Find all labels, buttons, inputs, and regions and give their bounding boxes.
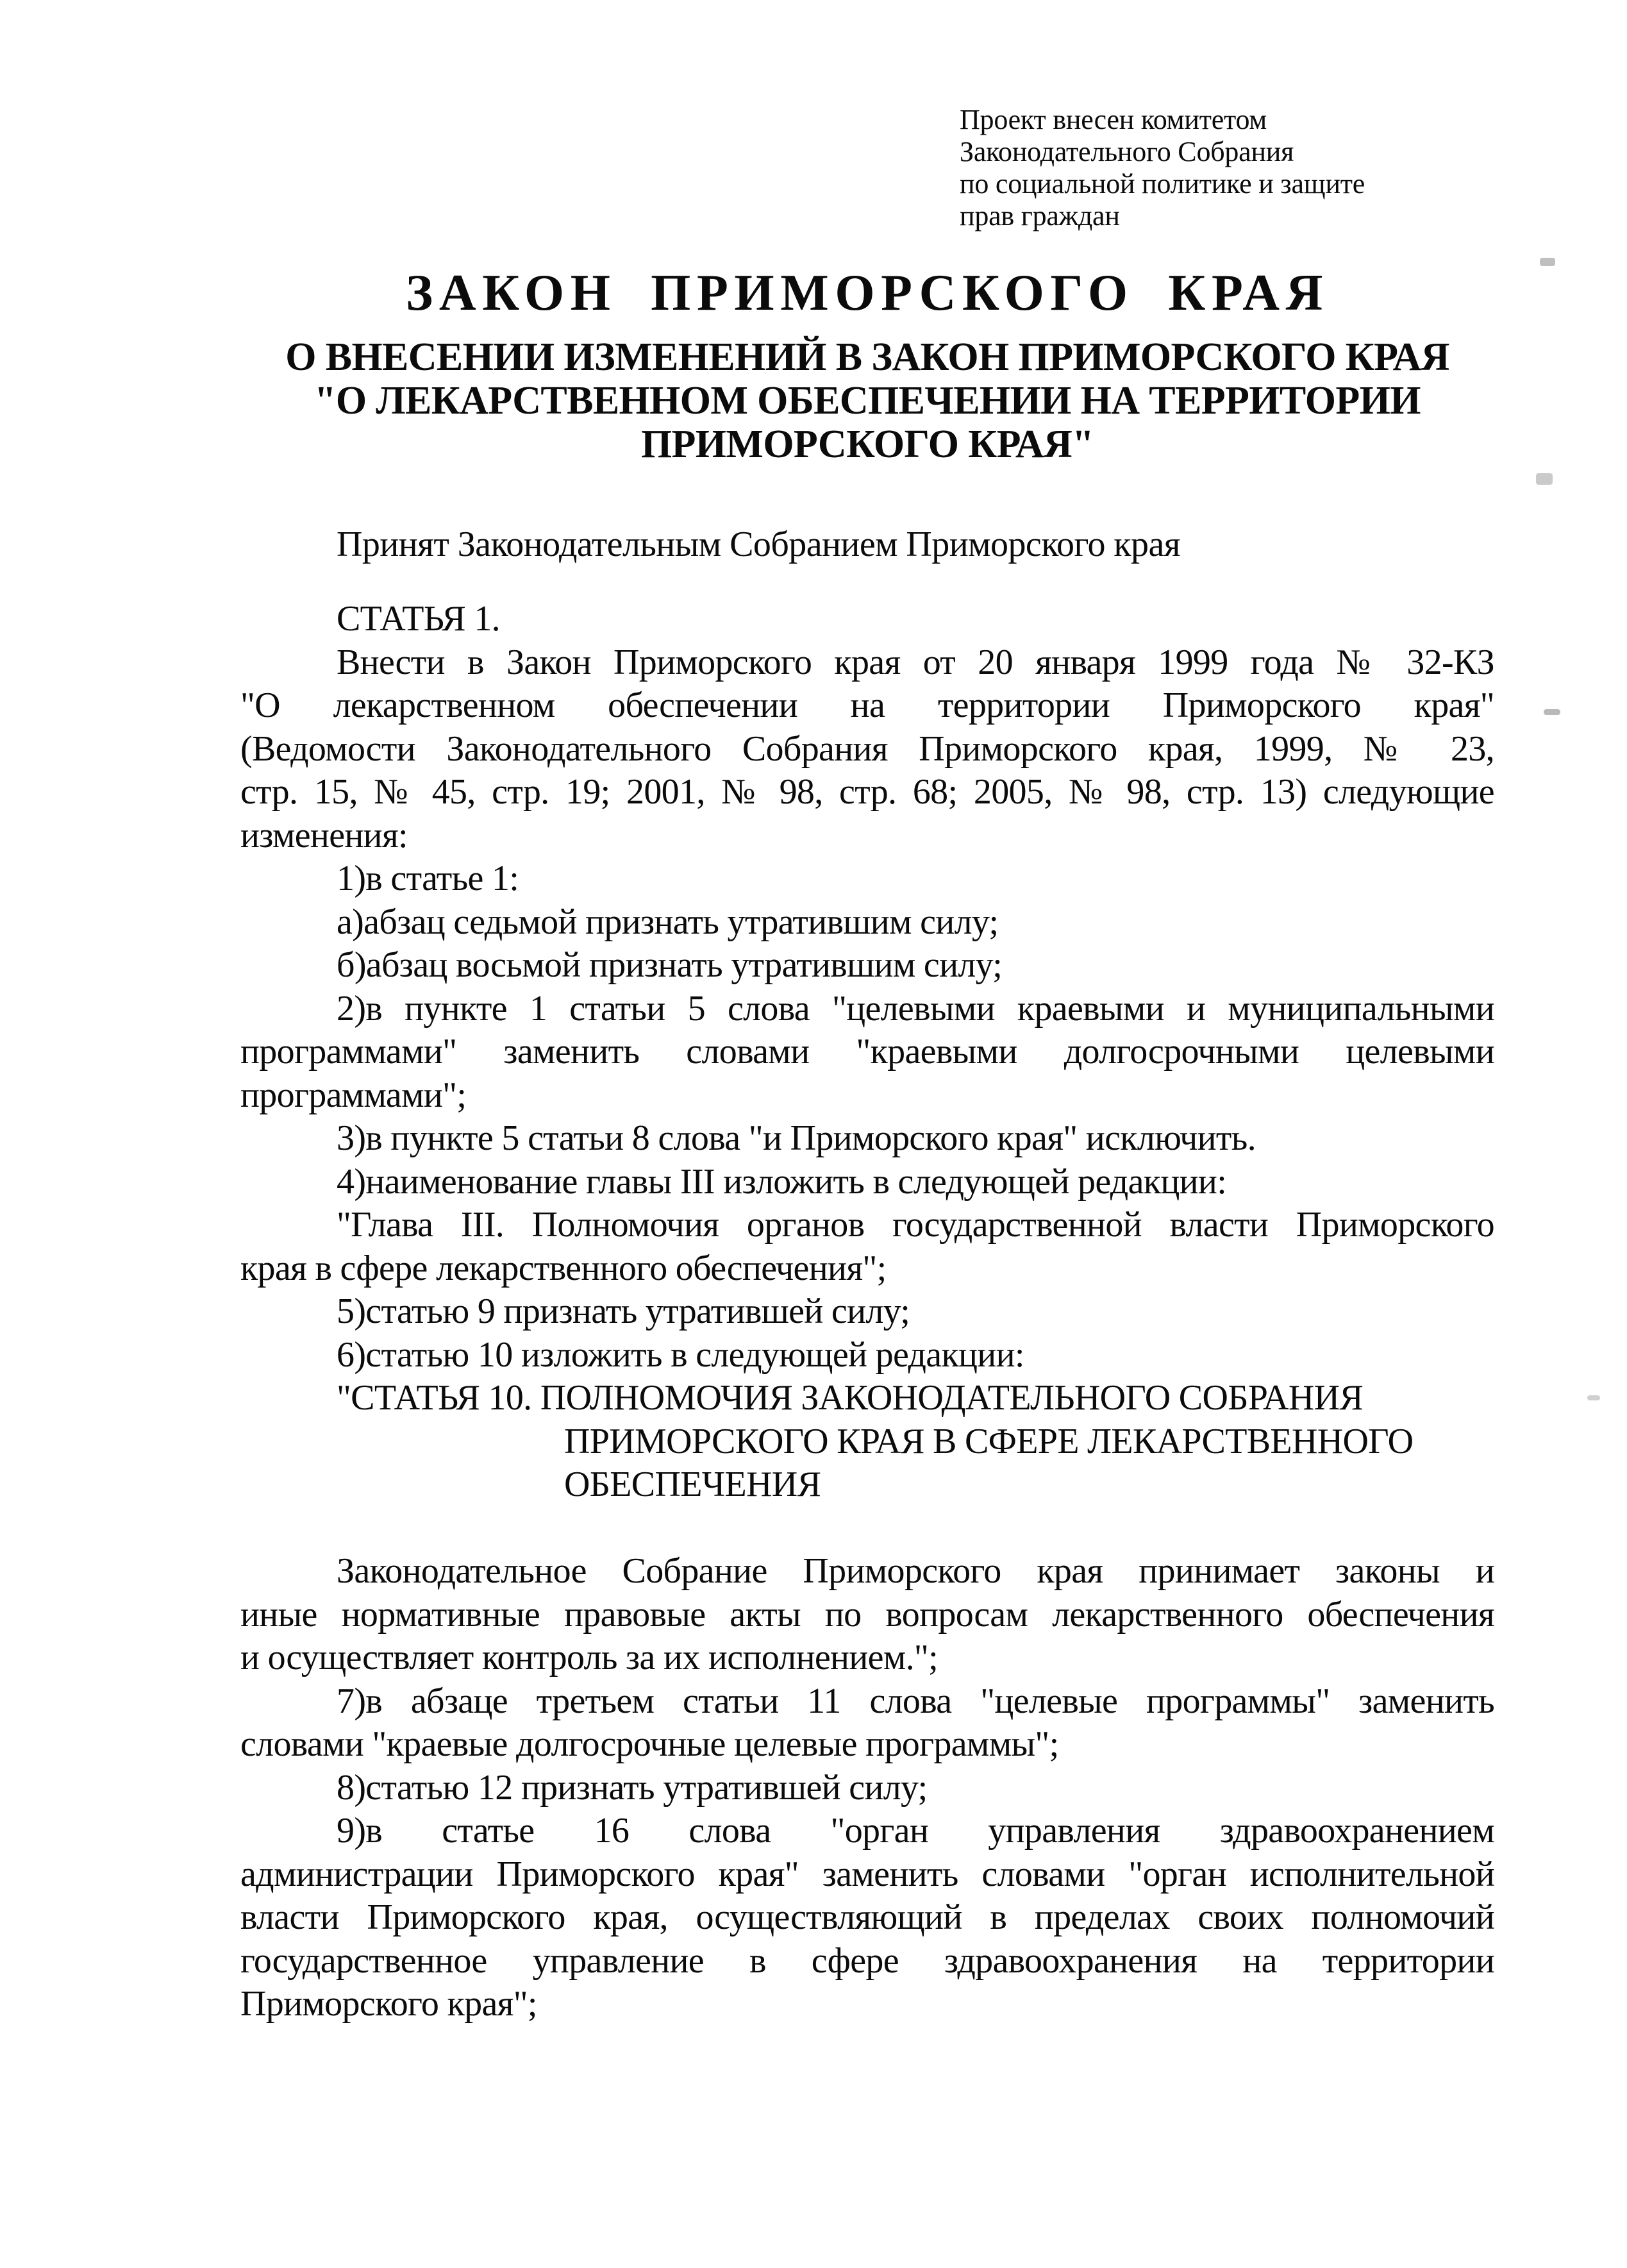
blank-line <box>240 1507 1494 1550</box>
committee-note-line: Проект внесен комитетом <box>960 104 1267 135</box>
article-10-heading-line: ПРИМОРСКОГО КРАЯ В СФЕРЕ ЛЕКАРСТВЕННОГО <box>564 1421 1414 1461</box>
committee-note-line: по социальной политике и защите <box>960 168 1365 199</box>
law-body <box>240 598 1494 2026</box>
body-line: края в сфере лекарственного обеспечения"; <box>240 1248 887 1288</box>
amendment-item: 3)в пункте 5 статьи 8 слова "и Приморского края" исключить. <box>337 1118 1256 1158</box>
amendment-item: 7)в абзаце третьем статьи 11 слова "целевые программы" заменить <box>337 1681 1494 1721</box>
scan-artifact <box>1536 473 1553 485</box>
amendment-item: 4)наименование главы III изложить в следующей редакции: <box>337 1161 1227 1202</box>
body-line: иные нормативные правовые акты по вопросам лекарственного обеспечения <box>240 1594 1494 1634</box>
law-title: ЗАКОН ПРИМОРСКОГО КРАЯ <box>406 265 1329 321</box>
body-line: стр. 15, № 45, стр. 19; 2001, № 98, стр. 68; 2005, № 98, стр. 13) следующие <box>240 772 1494 812</box>
article-10-heading-line: "СТАТЬЯ 10. ПОЛНОМОЧИЯ ЗАКОНОДАТЕЛЬНОГО СОБРАНИЯ <box>337 1378 1364 1418</box>
body-line: словами "краевые долгосрочные целевые программы"; <box>240 1724 1059 1764</box>
body-line: Внести в Закон Приморского края от 20 января 1999 года № 32-КЗ <box>337 642 1494 682</box>
body-line: "Глава III. Полномочия органов государственной власти Приморского <box>337 1205 1494 1245</box>
amendment-item: 1)в статье 1: <box>337 859 519 898</box>
body-line: "О лекарственном обеспечении на территории Приморского края" <box>240 685 1494 725</box>
amendment-item: 8)статью 12 признать утратившей силу; <box>337 1767 928 1808</box>
body-line: и осуществляет контроль за их исполнением."; <box>240 1638 938 1677</box>
scan-artifact <box>1587 1395 1600 1400</box>
scan-artifact <box>1540 258 1555 266</box>
body-line: Законодательное Собрание Приморского края принимает законы и <box>337 1551 1494 1591</box>
amendment-item: 5)статью 9 признать утратившей силу; <box>337 1291 910 1331</box>
law-subtitle <box>240 335 1494 466</box>
amendment-item: 9)в статье 16 слова "орган управления здравоохранением <box>337 1811 1494 1851</box>
body-line: власти Приморского края, осуществляющий в пределах своих полномочий <box>240 1897 1494 1937</box>
amendment-item: б)абзац восьмой признать утратившим силу; <box>337 945 1003 985</box>
body-line: программами" заменить словами "краевыми долгосрочными целевыми <box>240 1032 1494 1071</box>
body-line: (Ведомости Законодательного Собрания Приморского края, 1999, № 23, <box>240 728 1494 769</box>
body-line: Приморского края"; <box>240 1984 537 2024</box>
amendment-item: 6)статью 10 изложить в следующей редакции: <box>337 1334 1024 1375</box>
article-10-heading-line: ОБЕСПЕЧЕНИЯ <box>564 1465 821 1504</box>
law-subtitle-line: ПРИМОРСКОГО КРАЯ" <box>640 423 1094 466</box>
committee-note-line: прав граждан <box>960 200 1120 231</box>
body-line: администрации Приморского края" заменить словами "орган исполнительной <box>240 1854 1494 1894</box>
amendment-item: 2)в пункте 1 статьи 5 слова "целевыми краевыми и муниципальными <box>337 988 1494 1029</box>
scan-artifact <box>1544 709 1560 715</box>
body-line: изменения: <box>240 815 408 855</box>
article-1-heading: СТАТЬЯ 1. <box>337 599 500 639</box>
amendment-item: а)абзац седьмой признать утратившим силу; <box>337 902 999 942</box>
committee-note-line: Законодательного Собрания <box>960 136 1294 167</box>
body-line: программами"; <box>240 1075 467 1115</box>
law-subtitle-line: "О ЛЕКАРСТВЕННОМ ОБЕСПЕЧЕНИИ НА ТЕРРИТОРИИ <box>314 379 1421 423</box>
body-line: государственное управление в сфере здравоохранения на территории <box>240 1940 1494 1981</box>
committee-note <box>960 104 1460 232</box>
adoption-line: Принят Законодательным Собранием Приморского края <box>337 525 1180 564</box>
law-subtitle-line: О ВНЕСЕНИИ ИЗМЕНЕНИЙ В ЗАКОН ПРИМОРСКОГО КРАЯ <box>285 335 1449 379</box>
